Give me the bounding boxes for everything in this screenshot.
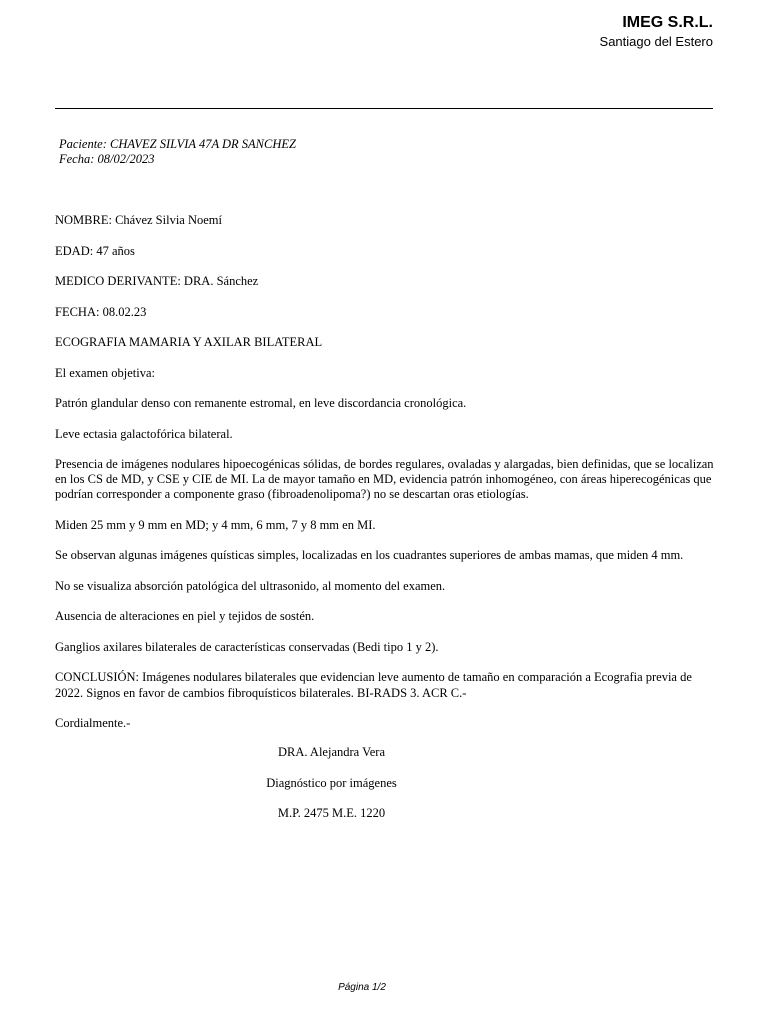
page-number: Página 1/2 xyxy=(338,982,386,993)
patient-line: Paciente: CHAVEZ SILVIA 47A DR SANCHEZ xyxy=(59,137,296,151)
patient-info xyxy=(59,137,296,167)
report-name: NOMBRE: Chávez Silvia Noemí xyxy=(55,213,222,227)
report-paragraph: Ausencia de alteraciones en piel y tejidos de sostén. xyxy=(55,609,315,624)
report-paragraph: Leve ectasia galactofórica bilateral. xyxy=(55,426,233,441)
report-paragraph: Se observan algunas imágenes quísticas simples, localizadas en los cuadrantes superiores de ambas mamas, que miden 4 mm. xyxy=(55,548,684,563)
company-name: IMEG S.R.L. xyxy=(622,14,713,31)
report-referring-doctor: MEDICO DERIVANTE: DRA. Sánchez xyxy=(55,274,259,288)
report-paragraph: Miden 25 mm y 9 mm en MD; y 4 mm, 6 mm, 7 y 8 mm en MI. xyxy=(55,517,376,532)
signature-name: DRA. Alejandra Vera xyxy=(277,745,386,759)
header-divider xyxy=(55,108,713,109)
report-paragraph: Patrón glandular denso con remanente estromal, en leve discordancia cronológica. xyxy=(55,396,467,410)
company-city: Santiago del Estero xyxy=(599,34,713,49)
report-date: FECHA: 08.02.23 xyxy=(55,304,147,319)
report-paragraph: Presencia de imágenes nodulares hipoecogénicas sólidas, de bordes regulares, ovaladas y alargadas, bien definidas, que se localizan en los CS de MD, y CSE y CIE de MI. La de mayor tamaño en MD, evidencia patrón inhomogéneo, con áreas hiperecogénicas que podrían corresponder a componente graso (fibroadenolipoma?) no se descartan oras etiologías. xyxy=(55,457,714,502)
document-header xyxy=(600,12,713,50)
patient-date: Fecha: 08/02/2023 xyxy=(59,152,155,166)
report-conclusion: CONCLUSIÓN: Imágenes nodulares bilaterales que evidencian leve aumento de tamaño en comparación a Ecografia previa de 2022. Signos en favor de cambios fibroquísticos bilaterales. BI-RADS 3. ACR C.- xyxy=(55,670,692,700)
report-study-title: ECOGRAFIA MAMARIA Y AXILAR BILATERAL xyxy=(55,335,323,349)
report-closing: Cordialmente.- xyxy=(55,716,131,731)
report-age: EDAD: 47 años xyxy=(55,243,135,258)
signature-role: Diagnóstico por imágenes xyxy=(266,776,397,790)
report-paragraph: Ganglios axilares bilaterales de características conservadas (Bedi tipo 1 y 2). xyxy=(55,639,439,654)
report-intro: El examen objetiva: xyxy=(55,365,155,380)
report-body xyxy=(55,213,715,747)
report-paragraph: No se visualiza absorción patológica del ultrasonido, al momento del examen. xyxy=(55,578,446,593)
signature-registration: M.P. 2475 M.E. 1220 xyxy=(277,806,386,820)
